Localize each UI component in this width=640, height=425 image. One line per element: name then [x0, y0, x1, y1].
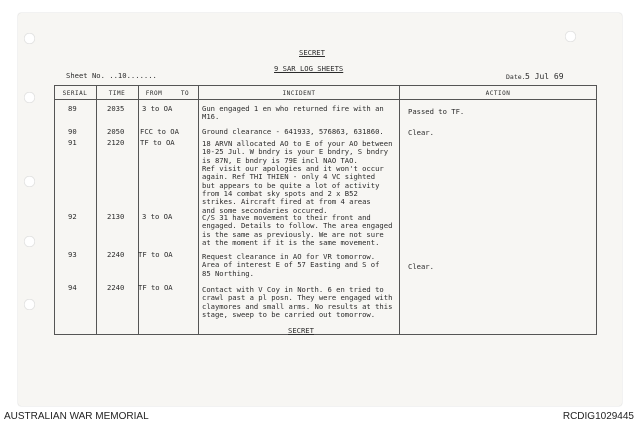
log-sheet-page: [18, 13, 622, 406]
column-header-from: FROM: [145, 90, 163, 97]
entry-serial: 89: [68, 104, 77, 113]
entry-from-to: FCC to OA: [140, 127, 179, 136]
punch-hole: [24, 299, 35, 310]
entry-from-to: 3 to OA: [142, 212, 173, 221]
punch-hole: [24, 33, 35, 44]
column-header-to: TO: [180, 90, 190, 97]
entry-from-to: TF to OA: [138, 250, 173, 259]
entry-incident: Ground clearance - 641933, 576863, 631860.: [202, 127, 384, 136]
archive-credit: AUSTRALIAN WAR MEMORIAL: [4, 411, 149, 422]
entry-action: Clear.: [408, 262, 434, 271]
column-header-incident: INCIDENT: [282, 90, 316, 97]
punch-hole: [565, 31, 576, 42]
entry-from-to: TF to OA: [138, 283, 173, 292]
column-divider: [596, 85, 597, 335]
entry-time: 2240: [107, 283, 125, 292]
punch-hole: [24, 236, 35, 247]
punch-hole: [24, 176, 35, 187]
entry-serial: 93: [68, 250, 77, 259]
punch-hole: [24, 92, 35, 103]
entry-serial: 94: [68, 283, 77, 292]
classification-bottom: SECRET: [288, 326, 314, 335]
entry-time: 2035: [107, 104, 125, 113]
table-top-rule: [54, 85, 596, 86]
column-header-serial: SERIAL: [62, 90, 88, 97]
sheet-number: Sheet No. ..10.......: [66, 71, 157, 80]
entry-action: Clear.: [408, 128, 434, 137]
log-title: 9 SAR LOG SHEETS: [274, 64, 344, 73]
entry-action: Passed to TF.: [408, 107, 465, 116]
entry-time: 2240: [107, 250, 125, 259]
column-divider: [399, 85, 400, 335]
column-divider: [96, 85, 97, 335]
entry-from-to: 3 to OA: [142, 104, 173, 113]
table-bottom-rule: [54, 334, 596, 335]
column-divider: [198, 85, 199, 335]
entry-incident: Gun engaged 1 en who returned fire with an M16.: [202, 104, 384, 122]
date-value: 5 Jul 69: [525, 72, 564, 81]
entry-incident: C/S 31 have movement to their front and engaged. Details to follow. The area engaged is the same as previously. We are not sure at the moment if it is the same movement.: [202, 213, 393, 248]
entry-incident: Contact with V Coy in North. 6 en tried to crawl past a pl posn. They were engaged with claymores and small arms. No results at this stage, sweep to be carried out tomorrow.: [202, 285, 393, 320]
entry-incident: 18 ARVN allocated AO to E of your AO between 10-25 Jul. W bndry is your E bndry, S bndry is 87N, E bndry is 79E incl NAO TAO. Ref visit our apologies and it won't occur again. Ref THI THIEN - only 4 VC sighted but appears to be quite a lot of activity from 14 combat sky spots and 2 x B52 strikes. Aircraft fired at from 4 areas and some secondaries occured.: [202, 139, 393, 215]
entry-incident: Request clearance in AO for VR tomorrow. Area of interest E of 57 Easting and S of 85 Northing.: [202, 252, 380, 278]
archive-reference: RCDIG1029445: [562, 411, 634, 422]
column-divider: [138, 85, 139, 335]
entry-time: 2050: [107, 127, 125, 136]
classification-top: SECRET: [299, 48, 325, 57]
column-divider: [54, 85, 55, 335]
column-header-time: TIME: [108, 90, 126, 97]
header-bottom-rule: [54, 99, 596, 100]
column-header-action: ACTION: [485, 90, 511, 97]
entry-time: 2130: [107, 212, 125, 221]
entry-serial: 92: [68, 212, 77, 221]
entry-serial: 91: [68, 138, 77, 147]
entry-from-to: TF to OA: [140, 138, 175, 147]
date-label: Date.: [506, 73, 526, 81]
entry-time: 2120: [107, 138, 125, 147]
entry-serial: 90: [68, 127, 77, 136]
